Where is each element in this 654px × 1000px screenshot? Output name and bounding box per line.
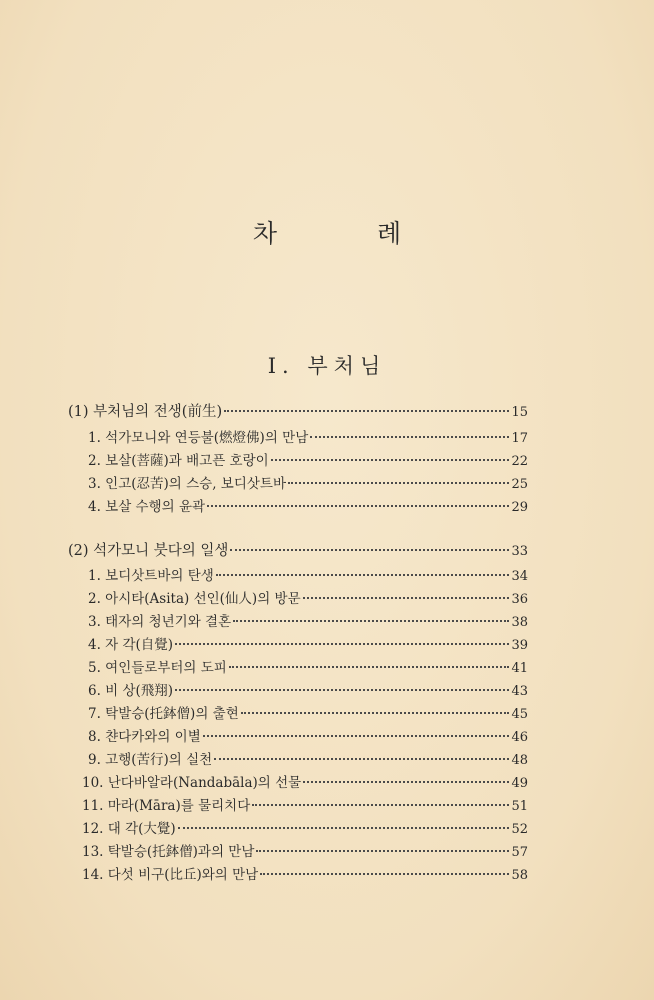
leader-dots — [303, 597, 510, 599]
leader-dots — [271, 459, 510, 461]
leader-dots — [175, 689, 509, 691]
page-number: 25 — [511, 477, 528, 492]
entry-label: 11. 마라(Māra)를 물리치다 — [82, 798, 251, 814]
leader-dots — [207, 505, 509, 507]
page-number: 36 — [511, 592, 528, 607]
leader-dots — [310, 436, 509, 438]
entry-label: 5. 여인들로부터의 도피 — [88, 660, 227, 676]
leader-dots — [260, 873, 509, 875]
toc-entry[interactable] — [88, 497, 528, 518]
leader-dots — [224, 410, 509, 412]
leader-dots — [252, 804, 509, 806]
entry-label: 9. 고행(苦行)의 실천 — [88, 752, 213, 768]
page-number: 38 — [511, 615, 528, 630]
page-number: 45 — [511, 707, 528, 722]
entry-label: 7. 탁발승(托鉢僧)의 출현 — [88, 706, 239, 722]
toc-entry[interactable] — [88, 566, 528, 587]
entry-label: 4. 보살 수행의 윤곽 — [88, 499, 206, 515]
leader-dots — [203, 735, 510, 737]
entry-label: 3. 태자의 청년기와 결혼 — [88, 614, 232, 630]
entry-label: 12. 대 각(大覺) — [82, 821, 176, 837]
page-number: 17 — [511, 431, 528, 446]
toc-section-heading[interactable] — [68, 541, 528, 562]
leader-dots — [175, 643, 509, 645]
toc-entry[interactable] — [88, 612, 528, 633]
leader-dots — [303, 781, 509, 783]
page-number: 34 — [511, 569, 528, 584]
leader-dots — [229, 666, 510, 668]
entry-label: 1. 석가모니와 연등불(燃燈佛)의 만남 — [88, 430, 309, 446]
entry-label: 13. 탁발승(托鉢僧)과의 만남 — [82, 844, 255, 860]
entry-label: 6. 비 상(飛翔) — [88, 683, 174, 699]
entry-label: 4. 자 각(自覺) — [88, 637, 174, 653]
page-number: 39 — [511, 638, 528, 653]
page-number: 49 — [511, 776, 528, 791]
leader-dots — [214, 758, 509, 760]
toc-title: 차 례 — [252, 219, 448, 248]
page-number: 43 — [511, 684, 528, 699]
leader-dots — [233, 620, 509, 622]
entry-label: 1. 보디삿트바의 탄생 — [88, 568, 214, 584]
page-number: 58 — [511, 868, 528, 883]
entry-label: 14. 다섯 비구(比丘)와의 만남 — [82, 867, 259, 883]
toc-entry[interactable] — [88, 704, 528, 725]
toc-entry[interactable] — [88, 635, 528, 656]
toc-entry[interactable] — [82, 842, 528, 863]
page-number: 41 — [511, 661, 528, 676]
leader-dots — [230, 549, 509, 551]
entry-label: 3. 인고(忍苦)의 스승, 보디삿트바 — [88, 476, 286, 492]
toc-entry[interactable] — [88, 727, 528, 748]
leader-dots — [256, 850, 509, 852]
toc-entry[interactable] — [82, 819, 528, 840]
leader-dots — [241, 712, 510, 714]
toc-entry[interactable] — [88, 451, 528, 472]
toc-entry[interactable] — [88, 658, 528, 679]
page-number: 46 — [511, 730, 528, 745]
entry-label: 8. 챤다카와의 이별 — [88, 729, 201, 745]
toc-entry[interactable] — [82, 796, 528, 817]
toc-entry[interactable] — [88, 428, 528, 449]
part-heading: Ⅰ. 부처님 — [267, 354, 387, 378]
toc-entry[interactable] — [88, 589, 528, 610]
section-label: (1) 부처님의 전생(前生) — [68, 404, 223, 420]
toc-entry[interactable] — [88, 681, 528, 702]
toc-entry[interactable] — [82, 773, 528, 794]
page-number: 29 — [511, 500, 528, 515]
page-number: 52 — [511, 822, 528, 837]
page-number: 22 — [511, 454, 528, 469]
entry-label: 2. 보살(菩薩)과 배고픈 호랑이 — [88, 453, 269, 469]
toc-entry[interactable] — [88, 750, 528, 771]
page-number: 33 — [511, 544, 528, 559]
leader-dots — [216, 574, 510, 576]
entry-label: 2. 아시타(Asita) 선인(仙人)의 방문 — [88, 591, 301, 607]
page-number: 48 — [511, 753, 528, 768]
section-label: (2) 석가모니 붓다의 일생 — [68, 543, 229, 559]
entry-label: 10. 난다바알라(Nandabāla)의 선물 — [82, 775, 302, 791]
page-number: 15 — [511, 405, 528, 420]
page-number: 51 — [511, 799, 528, 814]
page-number: 57 — [511, 845, 528, 860]
leader-dots — [178, 827, 510, 829]
toc-entry[interactable] — [82, 865, 528, 886]
toc-entry[interactable] — [88, 474, 528, 495]
leader-dots — [288, 482, 509, 484]
toc-section-heading[interactable] — [68, 402, 528, 423]
